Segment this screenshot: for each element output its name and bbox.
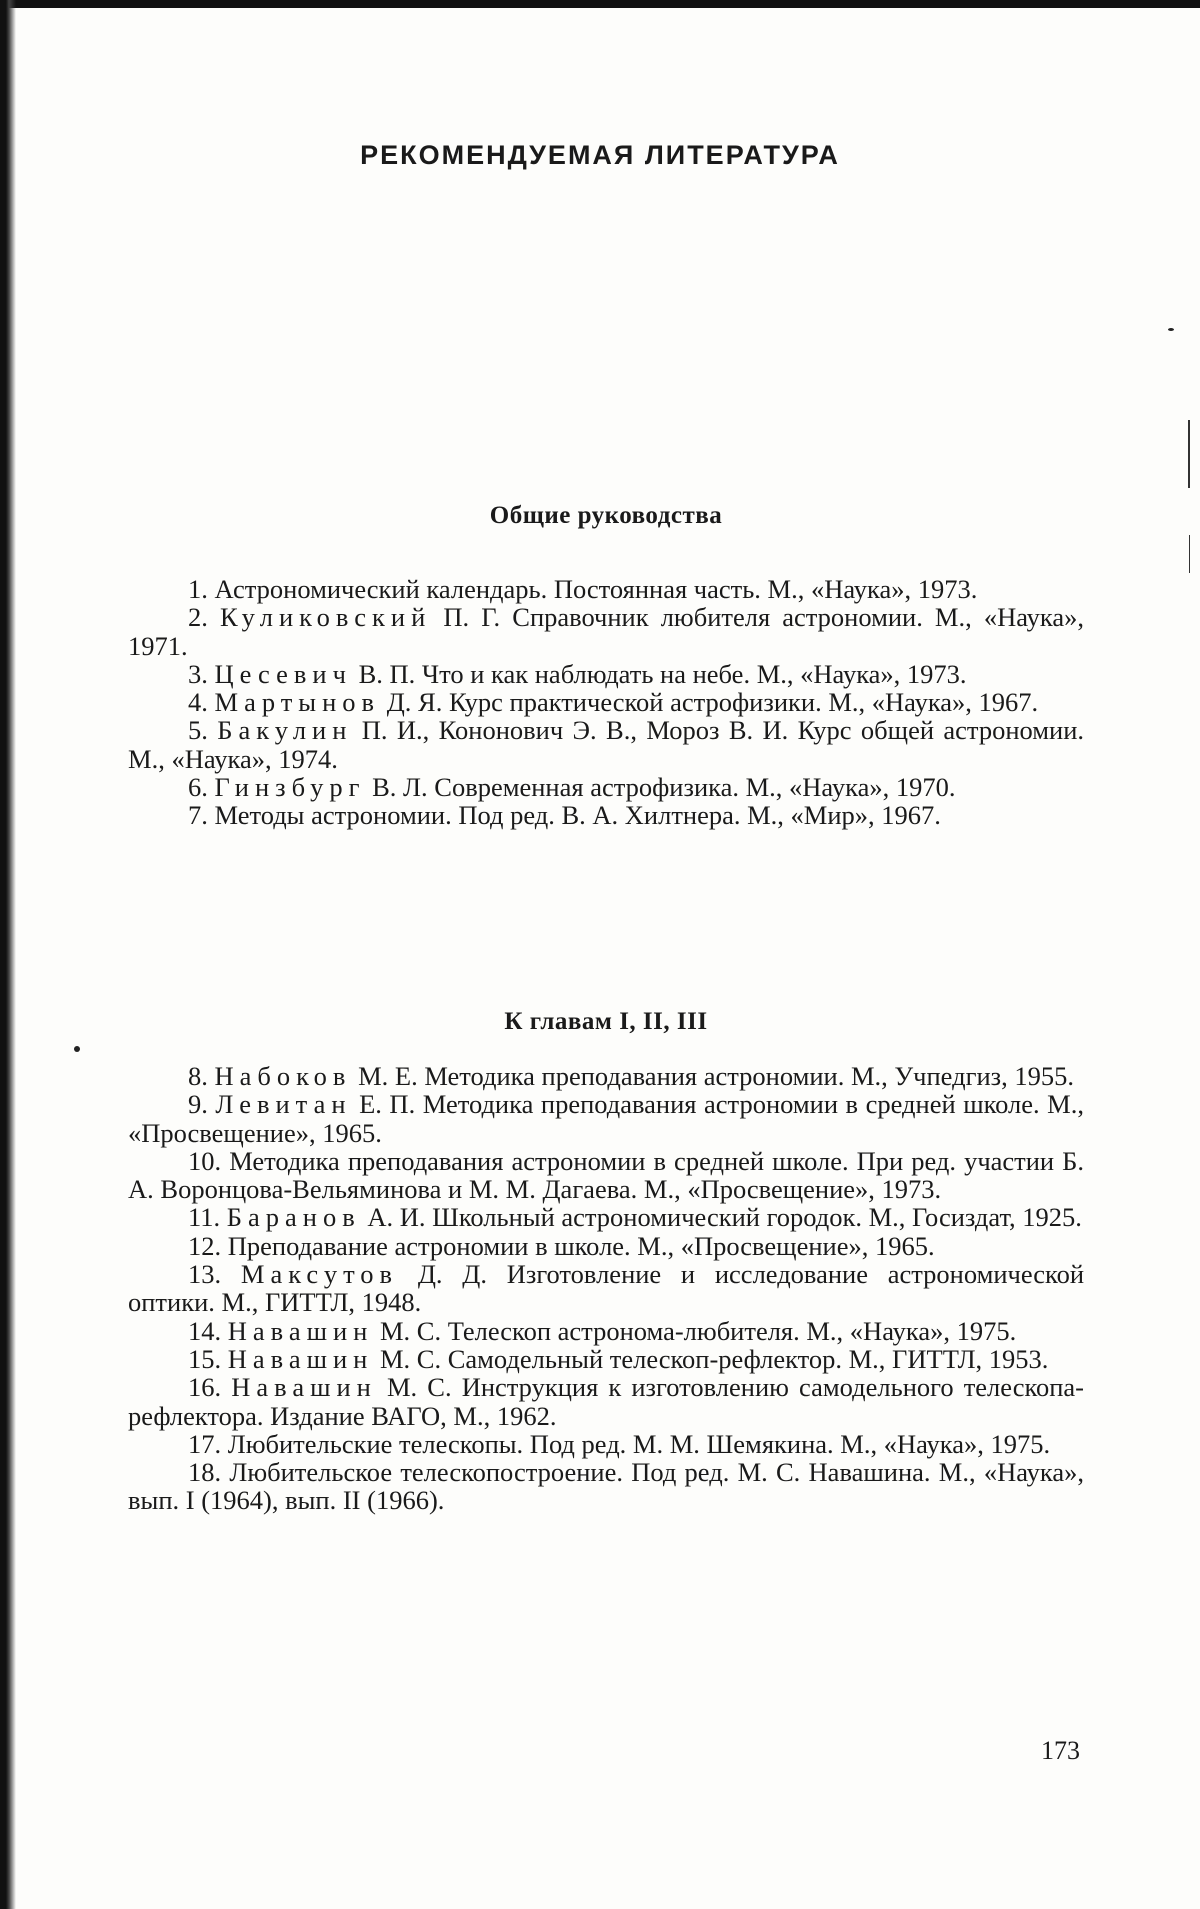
section-heading-chapters: К главам I, II, III	[504, 1008, 708, 1035]
reference-entry: 12. Преподавание астрономии в школе. М., «Просвещение», 1965.	[188, 1230, 935, 1261]
reference-entry: 5. Бакулин П. И., Кононович Э. В., Мороз В. И. Курс общей астрономии. М., «Наука», 1974.	[128, 715, 1085, 774]
reference-entry: 2. Куликовский П. Г. Справочник любителя астрономии. М., «Наука», 1971.	[128, 602, 1084, 661]
scan-speck	[1168, 328, 1174, 331]
section-heading-general: Общие руководства	[489, 502, 723, 529]
reference-entry: 18. Любительское телескопостроение. Под ред. М. С. Навашина. М., «Наука», вып. I (1964), вып. II (1966).	[128, 1457, 1084, 1516]
reference-entry: 13. Максутов Д. Д. Изготовление и исследование астрономической оптики. М., ГИТТЛ, 1948.	[128, 1259, 1085, 1318]
reference-entry: 1. Астрономический календарь. Постоянная часть. М., «Наука», 1973.	[188, 574, 978, 604]
reference-entry: 15. Навашин М. С. Самодельный телескоп-рефлектор. М., ГИТТЛ, 1953.	[188, 1343, 1049, 1374]
reference-list-chapters	[128, 1062, 1084, 1515]
scan-mark	[1189, 535, 1190, 573]
page-number: 173	[1041, 1736, 1080, 1765]
scan-left-edge	[0, 0, 16, 1909]
reference-entry: 8. Набоков М. Е. Методика преподавания астрономии. М., Учпедгиз, 1955.	[188, 1061, 1074, 1091]
reference-entry: 14. Навашин М. С. Телескоп астронома-любителя. М., «Наука», 1975.	[188, 1315, 1017, 1346]
reference-list-general	[128, 575, 1084, 830]
reference-entry: 11. Баранов А. И. Школьный астрономический городок. М., Госиздат, 1925.	[188, 1202, 1082, 1233]
reference-entry: 9. Левитан Е. П. Методика преподавания астрономии в средней школе. М., «Просвещение», 1965.	[128, 1089, 1084, 1148]
reference-entry: 3. Цесевич В. П. Что и как наблюдать на небе. М., «Наука», 1973.	[188, 658, 967, 689]
reference-entry: 16. Навашин М. С. Инструкция к изготовлению самодельного телескопа-рефлектора. Издание ВАГО, М., 1962.	[128, 1372, 1085, 1431]
page-title: РЕКОМЕНДУЕМАЯ ЛИТЕРАТУРА	[360, 140, 840, 170]
reference-entry: 10. Методика преподавания астрономии в средней школе. При ред. участии Б. А. Воронцова-Вельяминова и М. М. Дагаева. М., «Просвещение», 1973.	[128, 1145, 1085, 1205]
scan-top-edge	[0, 0, 1200, 8]
scan-mark	[1188, 420, 1190, 488]
reference-entry: 17. Любительские телескопы. Под ред. М. М. Шемякина. М., «Наука», 1975.	[188, 1428, 1051, 1459]
reference-entry: 6. Гинзбург В. Л. Современная астрофизика. М., «Наука», 1970.	[188, 772, 956, 803]
scan-speck	[74, 1046, 80, 1052]
reference-entry: 4. Мартынов Д. Я. Курс практической астрофизики. М., «Наука», 1967.	[188, 687, 1039, 718]
reference-entry: 7. Методы астрономии. Под ред. В. А. Хилтнера. М., «Мир», 1967.	[188, 800, 941, 831]
